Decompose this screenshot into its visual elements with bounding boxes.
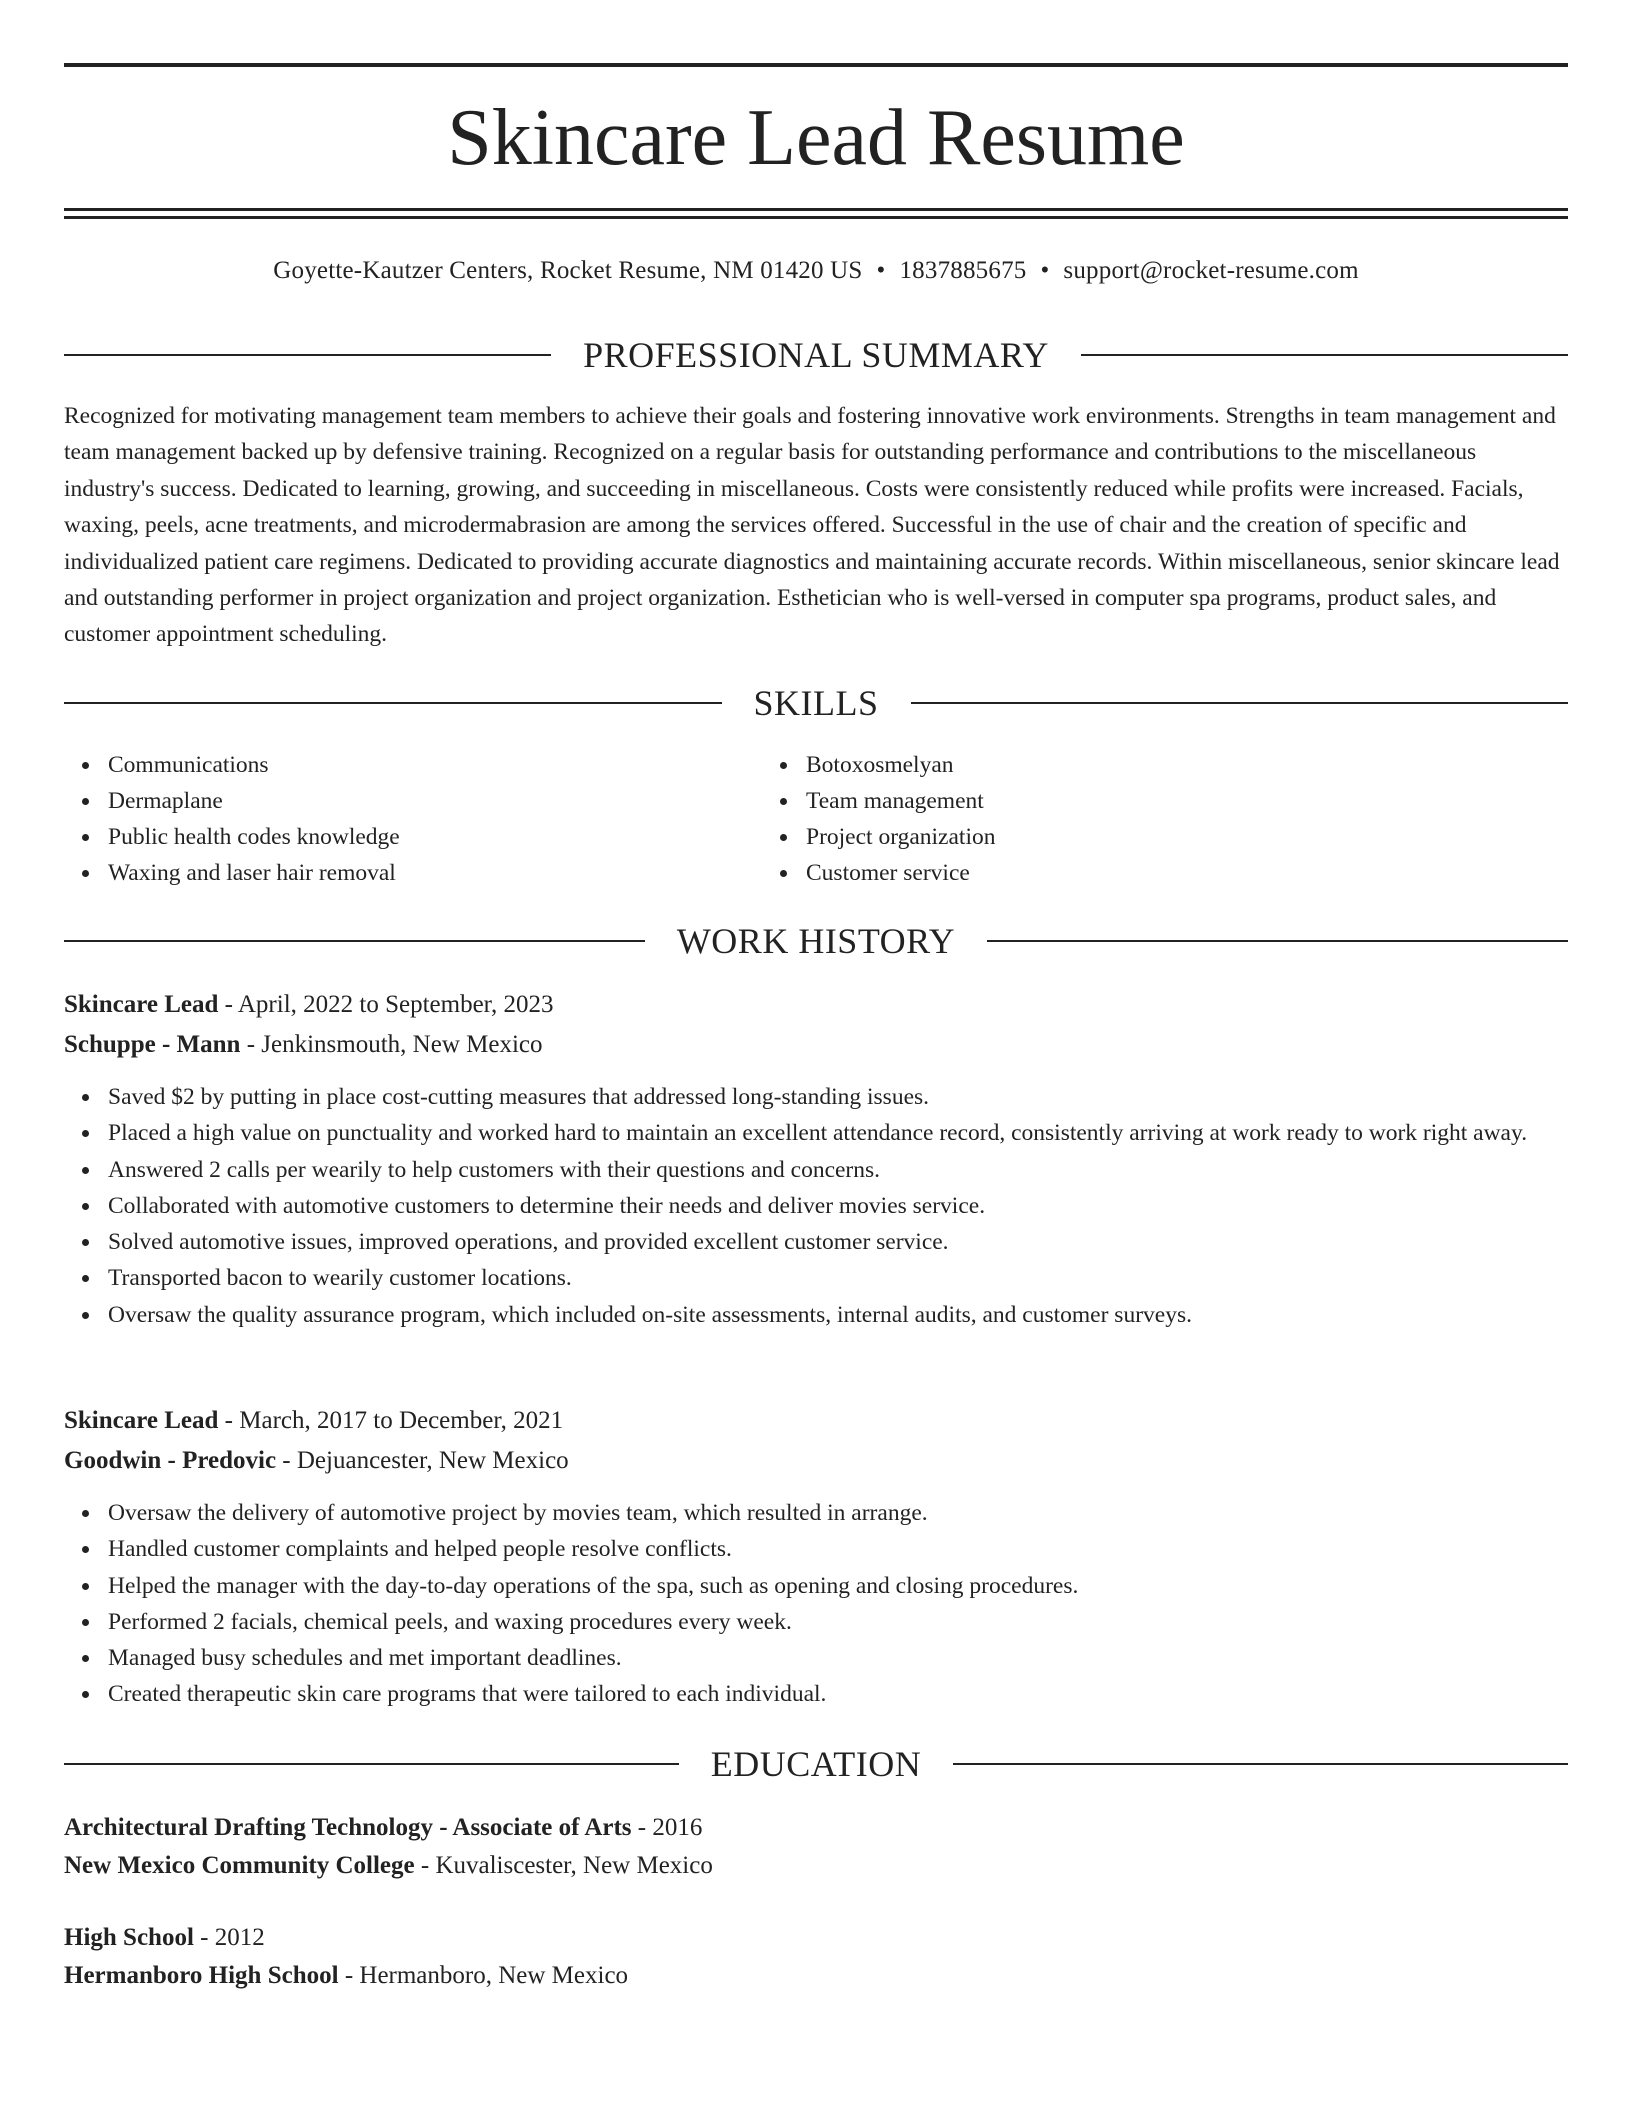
- job-duties-list: [108, 1495, 1568, 1713]
- job-location: - Jenkinsmouth, New Mexico: [240, 1031, 543, 1058]
- divider-line: [64, 702, 722, 704]
- education-school: Hermanboro High School: [64, 1962, 339, 1989]
- list-item: Oversaw the delivery of automotive project by movies team, which resulted in arrange.: [108, 1495, 1568, 1531]
- contact-email: support@rocket-resume.com: [1063, 257, 1359, 284]
- divider-line: [64, 1763, 679, 1765]
- list-item: Performed 2 facials, chemical peels, and waxing procedures every week.: [108, 1604, 1568, 1640]
- divider-line: [911, 702, 1569, 704]
- job-title: Skincare Lead: [64, 991, 219, 1018]
- skill-item: Public health codes knowledge: [108, 819, 806, 855]
- job-title-line: [64, 987, 554, 1023]
- section-header-work: [64, 919, 1568, 963]
- divider-line: [64, 940, 645, 942]
- divider-line: [953, 1763, 1568, 1765]
- resume-title: Skincare Lead Resume: [447, 94, 1185, 182]
- list-item: Solved automotive issues, improved operations, and provided excellent customer service.: [108, 1224, 1568, 1260]
- list-item: Managed busy schedules and met important deadlines.: [108, 1640, 1568, 1676]
- job-company: Goodwin - Predovic: [64, 1447, 277, 1474]
- list-item: Created therapeutic skin care programs that were tailored to each individual.: [108, 1676, 1568, 1712]
- job-dates: - March, 2017 to December, 2021: [218, 1407, 564, 1434]
- education-location: - Hermanboro, New Mexico: [338, 1962, 629, 1989]
- education-degree-line: [64, 1920, 265, 1956]
- education-school: New Mexico Community College: [64, 1852, 415, 1879]
- skill-item: Waxing and laser hair removal: [108, 855, 806, 891]
- skill-item: Team management: [806, 783, 1524, 819]
- skills-column-right: [806, 747, 1524, 891]
- job-company-line: [64, 1443, 569, 1479]
- section-title-education: EDUCATION: [710, 1744, 922, 1784]
- contact-phone: 1837885675: [899, 257, 1027, 284]
- education-location: - Kuvaliscester, New Mexico: [414, 1852, 713, 1879]
- section-title-work: WORK HISTORY: [676, 921, 956, 961]
- section-header-summary: [64, 333, 1568, 377]
- section-header-skills: [64, 681, 1568, 725]
- job-dates: - April, 2022 to September, 2023: [218, 991, 554, 1018]
- skill-item: Project organization: [806, 819, 1524, 855]
- title-rule-lower: [64, 216, 1568, 219]
- contact-line: [64, 254, 1568, 288]
- job-title-line: [64, 1403, 563, 1439]
- contact-separator: •: [876, 257, 886, 284]
- list-item: Collaborated with automotive customers to determine their needs and deliver movies service.: [108, 1188, 1568, 1224]
- summary-paragraph: Recognized for motivating management team members to achieve their goals and fostering innovative work environments. Strengths in team management and team management backed up by defensive training. Recognized on a regular basis for outstanding performance and contributions to the miscellaneous industry's success. Dedicated to learning, growing, and succeeding in miscellaneous. Costs were consistently reduced while profits were increased. Facials, waxing, peels, acne treatments, and microdermabrasion are among the services offered. Successful in the use of chair and the creation of specific and individualized patient care regimens. Dedicated to providing accurate diagnostics and maintaining accurate records. Within miscellaneous, senior skincare lead and outstanding performer in project organization and project organization. Esthetician who is well-versed in computer spa programs, product sales, and customer appointment scheduling.: [64, 403, 1560, 648]
- job-title: Skincare Lead: [64, 1407, 219, 1434]
- skills-list: [64, 747, 1568, 891]
- divider-line: [1081, 354, 1568, 356]
- contact-separator: •: [1040, 257, 1050, 284]
- list-item: Oversaw the quality assurance program, which included on-site assessments, internal audits, and customer surveys.: [108, 1297, 1568, 1333]
- education-school-line: [64, 1958, 628, 1994]
- divider-line: [64, 354, 551, 356]
- skills-column-left: [64, 747, 806, 891]
- list-item: Saved $2 by putting in place cost-cutting measures that addressed long-standing issues.: [108, 1079, 1568, 1115]
- list-item: Placed a high value on punctuality and worked hard to maintain an excellent attendance record, consistently arriving at work ready to work right away.: [108, 1115, 1568, 1151]
- section-title-summary: PROFESSIONAL SUMMARY: [583, 335, 1049, 375]
- skill-item: Dermaplane: [108, 783, 806, 819]
- skill-item: Communications: [108, 747, 806, 783]
- top-rule: [64, 63, 1568, 67]
- section-title-skills: SKILLS: [753, 683, 879, 723]
- education-degree: Architectural Drafting Technology - Associate of Arts: [64, 1814, 632, 1841]
- list-item: Helped the manager with the day-to-day operations of the spa, such as opening and closing procedures.: [108, 1568, 1568, 1604]
- education-school-line: [64, 1848, 713, 1884]
- section-header-education: [64, 1742, 1568, 1786]
- job-company-line: [64, 1027, 543, 1063]
- title-rule-upper: [64, 208, 1568, 211]
- job-duties-list: [108, 1079, 1568, 1333]
- skill-item: Customer service: [806, 855, 1524, 891]
- education-year: - 2016: [631, 1814, 703, 1841]
- education-degree: High School: [64, 1924, 194, 1951]
- job-company: Schuppe - Mann: [64, 1031, 241, 1058]
- education-degree-line: [64, 1810, 702, 1846]
- job-location: - Dejuancester, New Mexico: [276, 1447, 569, 1474]
- contact-address: Goyette-Kautzer Centers, Rocket Resume, NM 01420 US: [273, 257, 863, 284]
- education-year: - 2012: [193, 1924, 265, 1951]
- divider-line: [987, 940, 1568, 942]
- skill-item: Botoxosmelyan: [806, 747, 1524, 783]
- list-item: Answered 2 calls per wearily to help customers with their questions and concerns.: [108, 1152, 1568, 1188]
- list-item: Handled customer complaints and helped people resolve conflicts.: [108, 1531, 1568, 1567]
- list-item: Transported bacon to wearily customer locations.: [108, 1260, 1568, 1296]
